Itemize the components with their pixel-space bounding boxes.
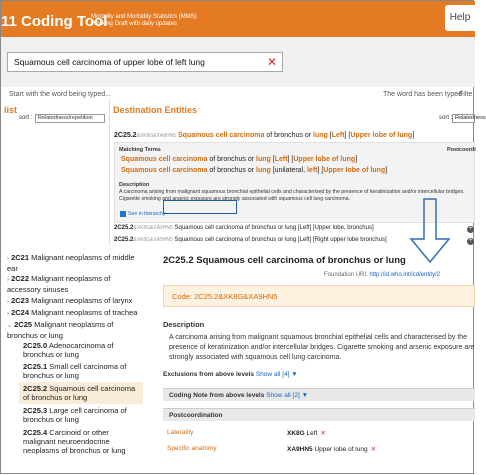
help-button[interactable]: Help: [445, 5, 475, 31]
uri-label: Foundation URI:: [324, 272, 370, 278]
code-label: Code:: [172, 292, 195, 301]
mt-part: left: [306, 167, 318, 174]
tree-code: 2C22: [11, 274, 30, 283]
tree-label: Adenocarcinoma of bronchus or lung: [23, 341, 114, 359]
chevron-down-icon[interactable]: ▼: [291, 371, 298, 378]
header-bar: [1, 1, 475, 37]
mt-part: Upper lobe of lung: [323, 167, 386, 174]
tree-label: Squamous cell carcinoma of bronchus or lung: [23, 384, 136, 402]
tree-code: 2C25.3: [23, 406, 48, 415]
tree-code: 2C25.0: [23, 341, 48, 350]
entity-match-e: Left: [331, 132, 345, 139]
mt-part: ]: [355, 156, 358, 163]
sort-select-right[interactable]: Relatedness: [452, 114, 475, 123]
search-area: [1, 37, 475, 87]
matching-term: [121, 156, 357, 163]
postcoord-label: Postcoordi: [447, 147, 476, 153]
search-input[interactable]: Squamous cell carcinoma of upper lobe of left lung: [14, 57, 205, 67]
tree-item[interactable]: [7, 296, 147, 307]
postcoordination-bar: [163, 408, 475, 421]
alt-ext: &XK8G&XA9HN5: [133, 237, 173, 243]
tree-item[interactable]: [7, 308, 147, 319]
chevron-right-icon: ›: [7, 256, 9, 262]
tree-item[interactable]: [7, 253, 137, 273]
entity-match-a: Squamous cell carcinoma: [178, 132, 265, 139]
destination-entities-title: Destination Entities: [113, 105, 198, 115]
mt-part: ] [: [317, 167, 324, 174]
alt-text: Squamous cell carcinoma of bronchus or lung [Left] [Upper lobe, bronchus]: [172, 225, 374, 231]
tree-item-selected[interactable]: [23, 384, 141, 402]
subtitle-line-2: Working Draft with daily updates: [91, 21, 177, 27]
remove-icon[interactable]: ✕: [320, 430, 326, 437]
mt-part: of bronchus or: [207, 167, 257, 174]
description-label: Description: [119, 182, 150, 188]
tree-label: Carcinoid or other malignant neuroendocrine neoplasms of bronchus or lung: [23, 428, 126, 455]
highlight-box: [163, 200, 237, 214]
mt-part: Left: [274, 156, 288, 163]
entity-text-d: [: [327, 132, 332, 139]
tree-label: Large cell carcinoma of bronchus or lung: [23, 406, 127, 424]
see-in-hierarchy-label: See in hierarchy: [128, 211, 166, 217]
expand-icon[interactable]: +: [468, 238, 473, 244]
chevron-right-icon: ›: [7, 311, 9, 317]
postcoord-value: Upper lobe of lung: [314, 446, 368, 453]
tree-item[interactable]: [7, 320, 137, 340]
tree-code: 2C24: [11, 308, 30, 317]
entity-code: 2C25.2: [114, 132, 137, 139]
postcoord-row: [167, 429, 326, 437]
exclusions-row: [163, 371, 298, 378]
app-title: 11 Coding Tool: [1, 13, 108, 30]
tree-item[interactable]: [23, 428, 141, 455]
expand-icon[interactable]: +: [468, 226, 473, 232]
chevron-down-icon: ⌄: [7, 323, 13, 329]
filter-link[interactable]: Filte: [459, 91, 473, 98]
mt-part: [unilateral,: [270, 167, 307, 174]
alt-code: 2C25.2: [114, 225, 134, 231]
list-title: list: [4, 105, 18, 115]
exclusions-label: Exclusions from above levels: [163, 371, 255, 378]
foundation-uri: [324, 272, 440, 278]
postcoord-value: Left: [306, 430, 318, 437]
tree-item[interactable]: [23, 341, 141, 359]
tree-label: Malignant neoplasms of middle ear: [7, 253, 135, 273]
search-box[interactable]: [7, 52, 283, 72]
panel-divider: [109, 99, 110, 245]
alternative-entity[interactable]: [114, 225, 374, 231]
chevron-right-icon: ›: [7, 277, 9, 283]
mt-part: Squamous cell carcinoma: [121, 167, 208, 174]
entity-ext: &XK8G&XA9HN5: [136, 133, 177, 139]
exclusions-show-all[interactable]: Show all [4]: [255, 371, 290, 378]
tree-code: 2C21: [11, 253, 30, 262]
code-line: [172, 292, 278, 301]
code-box: [163, 285, 475, 307]
sort-select-left[interactable]: Relatedness/repetition: [35, 114, 105, 123]
mt-part: lung: [256, 167, 271, 174]
mt-part: ] [: [287, 156, 294, 163]
hierarchy-icon: [120, 211, 126, 217]
tree-label: Malignant neoplasms of trachea: [29, 308, 138, 317]
detail-description-label: Description: [163, 320, 205, 329]
alt-text: Squamous cell carcinoma of bronchus or lung [Left] [Right upper lobe bronchus]: [172, 237, 387, 243]
coding-note-text: [169, 392, 308, 399]
entity-match-c: lung: [313, 132, 328, 139]
mt-part: Upper lobe of lung: [293, 156, 356, 163]
matching-term: [121, 167, 387, 174]
postcoordination-label: Postcoordination: [169, 412, 223, 419]
remove-icon[interactable]: ✕: [370, 446, 377, 453]
coding-note-bar[interactable]: [163, 388, 475, 401]
tree-code: 2C25.1: [23, 362, 48, 371]
down-arrow-annotation: [405, 199, 455, 265]
detail-title: 2C25.2 Squamous cell carcinoma of bronchus or lung: [163, 255, 406, 266]
postcoord-row: [167, 445, 377, 453]
mt-part: ]: [385, 167, 388, 174]
hint-right: The word has been typed: [383, 91, 462, 98]
coding-note-show-all[interactable]: Show all [2]: [266, 392, 300, 399]
code-value[interactable]: 2C25.2: [194, 292, 219, 301]
tree-label: Malignant neoplasms of accessory sinuses: [7, 274, 111, 294]
tree-code: 2C23: [11, 296, 30, 305]
close-icon[interactable]: ✕: [266, 55, 277, 69]
tree-item[interactable]: [23, 362, 141, 380]
mt-part: of bronchus or: [207, 156, 257, 163]
detail-description: A carcinoma arising from malignant squamous bronchial epithelial cells and characterised by the presence of keratinization and/or intercellular bridges. Cigarette smoking and arsenic exposure are strongly associated with squamous cell lung carcinoma.: [169, 334, 475, 361]
tree-item[interactable]: [23, 406, 141, 424]
postcoord-code: XA9HN5: [287, 446, 313, 453]
postcoord-value-group: [287, 429, 326, 437]
tree-code: 2C25.4: [23, 428, 48, 437]
alternative-entity[interactable]: [114, 237, 387, 243]
chevron-right-icon: ›: [7, 299, 9, 305]
tree-label: Small cell carcinoma of bronchus or lung: [23, 362, 127, 380]
tree-label: Malignant neoplasms of larynx: [29, 296, 133, 305]
hint-left: Start with the word being typed...: [9, 91, 111, 98]
postcoord-value-group: [287, 445, 376, 453]
mt-part: Squamous cell carcinoma: [121, 156, 208, 163]
entity-text-b: of bronchus or: [264, 132, 314, 139]
hierarchy-tree: [1, 247, 151, 475]
mt-part: [: [270, 156, 275, 163]
sort-label: sort :: [19, 115, 33, 121]
sort-label-right: sort :: [439, 115, 453, 121]
postcoord-name: Specific anatomy: [167, 445, 217, 452]
code-extension: &XK8G&XA9HN5: [218, 292, 278, 301]
alt-code: 2C25.2: [114, 237, 134, 243]
destination-entity-head[interactable]: [114, 132, 414, 139]
coding-note-label: Coding Note from above levels: [169, 392, 265, 399]
chevron-down-icon[interactable]: ▼: [301, 392, 309, 399]
subtitle-line-1: Mortality and Morbidity Statistics (MMS): [91, 14, 197, 20]
uri-link[interactable]: http://id.who.int/icd/entity/2: [369, 272, 441, 278]
tree-label: Malignant neoplasms of bronchus or lung: [7, 320, 114, 340]
postcoord-code: XK8G: [287, 430, 305, 437]
hint-row: [1, 90, 475, 100]
postcoord-name: Laterality: [167, 429, 194, 436]
matching-terms-label: Matching Terms: [119, 147, 161, 153]
description-text: A carcinoma arising from malignant squamous bronchial epithelial cells and characterised by the presence of keratinization and/or intercellular bridges. Cigarette smoking and arsenic exposure are strongly associated with squamous cell lung carcinoma.: [119, 189, 465, 202]
mt-part: lung: [256, 156, 271, 163]
tree-code: 2C25.2: [23, 384, 48, 393]
tree-item[interactable]: [7, 274, 137, 294]
app-subtitle: [91, 14, 197, 28]
entity-match-g: Upper lobe of lung: [350, 132, 413, 139]
entity-text-f: ] [: [344, 132, 351, 139]
alt-ext: &XK8G&XA9HN5: [133, 225, 173, 231]
see-in-hierarchy-button[interactable]: [120, 210, 166, 218]
entity-text-h: ]: [412, 132, 415, 139]
tree-code: 2C25: [14, 320, 33, 329]
